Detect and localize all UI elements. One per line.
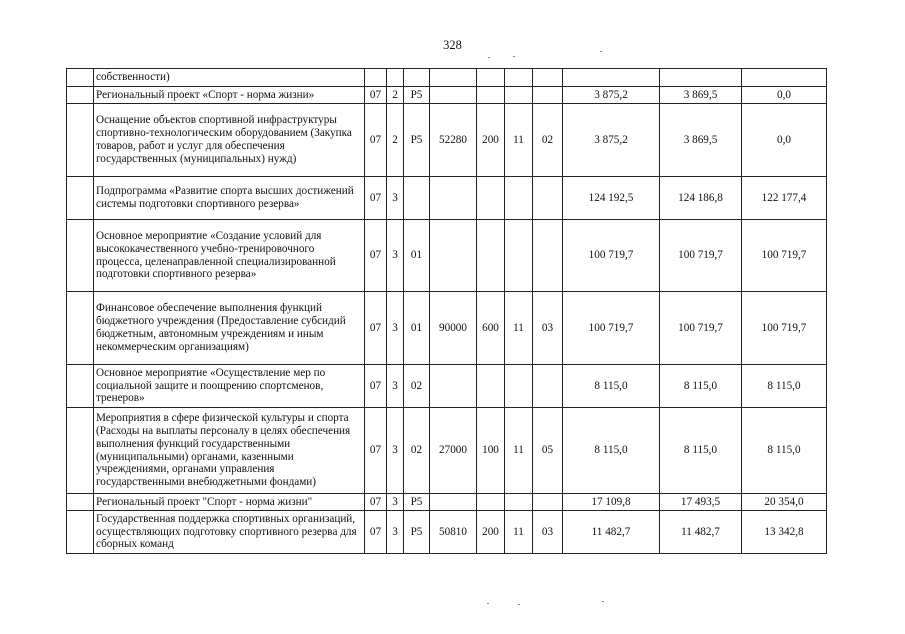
department-code: 11 xyxy=(505,104,533,177)
amount-year-2: 17 493,5 xyxy=(660,494,742,511)
amount-year-3: 100 719,7 xyxy=(742,292,827,365)
expense-type-code xyxy=(477,177,505,220)
expense-type-code xyxy=(477,365,505,408)
amount-year-2: 8 115,0 xyxy=(660,365,742,408)
department-code: 11 xyxy=(505,511,533,554)
scan-speck xyxy=(488,57,490,58)
section-code: 07 xyxy=(365,104,387,177)
amount-year-1: 100 719,7 xyxy=(563,220,660,292)
amount-year-1: 11 482,7 xyxy=(563,511,660,554)
department-code xyxy=(505,365,533,408)
expense-type-code: 600 xyxy=(477,292,505,365)
section-code: 07 xyxy=(365,292,387,365)
target-code: 52280 xyxy=(430,104,477,177)
amount-year-1: 17 109,8 xyxy=(563,494,660,511)
subdepartment-code xyxy=(533,177,563,220)
amount-year-1: 124 192,5 xyxy=(563,177,660,220)
item-name: Подпрограмма «Развитие спорта высших достижений системы подготовки спортивного резерва» xyxy=(94,177,365,220)
amount-year-3: 8 115,0 xyxy=(742,408,827,494)
table-row xyxy=(67,177,827,220)
program-code: Р5 xyxy=(404,87,430,104)
program-code: Р5 xyxy=(404,511,430,554)
expense-type-code xyxy=(477,494,505,511)
row-number-cell xyxy=(67,69,94,87)
section-code: 07 xyxy=(365,220,387,292)
table-row xyxy=(67,292,827,365)
amount-year-2 xyxy=(660,69,742,87)
subdepartment-code: 03 xyxy=(533,511,563,554)
section-code: 07 xyxy=(365,177,387,220)
table-row xyxy=(67,408,827,494)
scan-speck xyxy=(487,603,489,604)
subsection-code: 3 xyxy=(387,494,404,511)
amount-year-3: 100 719,7 xyxy=(742,220,827,292)
amount-year-3: 8 115,0 xyxy=(742,365,827,408)
row-number-cell xyxy=(67,292,94,365)
amount-year-3: 122 177,4 xyxy=(742,177,827,220)
amount-year-3: 13 342,8 xyxy=(742,511,827,554)
target-code xyxy=(430,365,477,408)
amount-year-2: 124 186,8 xyxy=(660,177,742,220)
subdepartment-code xyxy=(533,69,563,87)
subsection-code: 3 xyxy=(387,292,404,365)
section-code: 07 xyxy=(365,365,387,408)
expense-type-code: 100 xyxy=(477,408,505,494)
section-code: 07 xyxy=(365,494,387,511)
department-code: 11 xyxy=(505,292,533,365)
table-row xyxy=(67,87,827,104)
program-code: 02 xyxy=(404,365,430,408)
amount-year-2: 100 719,7 xyxy=(660,220,742,292)
row-number-cell xyxy=(67,408,94,494)
target-code xyxy=(430,494,477,511)
program-code: Р5 xyxy=(404,494,430,511)
target-code: 50810 xyxy=(430,511,477,554)
scan-speck xyxy=(600,51,602,52)
department-code: 11 xyxy=(505,408,533,494)
subsection-code: 3 xyxy=(387,177,404,220)
target-code xyxy=(430,69,477,87)
department-code xyxy=(505,494,533,511)
subdepartment-code xyxy=(533,494,563,511)
budget-table xyxy=(66,68,827,554)
subdepartment-code: 05 xyxy=(533,408,563,494)
amount-year-2: 3 869,5 xyxy=(660,87,742,104)
department-code xyxy=(505,177,533,220)
target-code: 90000 xyxy=(430,292,477,365)
expense-type-code: 200 xyxy=(477,104,505,177)
subsection-code: 3 xyxy=(387,511,404,554)
item-name: Финансовое обеспечение выполнения функций бюджетного учреждения (Предоставление субсидий бюджетным, автономным учреждениям и иным некоммерческим организациям) xyxy=(94,292,365,365)
scan-speck xyxy=(602,601,604,602)
item-name: Региональный проект «Спорт - норма жизни» xyxy=(94,87,365,104)
expense-type-code xyxy=(477,220,505,292)
row-number-cell xyxy=(67,365,94,408)
target-code: 27000 xyxy=(430,408,477,494)
row-number-cell xyxy=(67,177,94,220)
program-code: 02 xyxy=(404,408,430,494)
amount-year-2: 11 482,7 xyxy=(660,511,742,554)
table-row xyxy=(67,220,827,292)
subsection-code: 3 xyxy=(387,365,404,408)
subsection-code: 2 xyxy=(387,104,404,177)
row-number-cell xyxy=(67,220,94,292)
item-name: собственности) xyxy=(94,69,365,87)
item-name: Региональный проект "Спорт - норма жизни" xyxy=(94,494,365,511)
subsection-code xyxy=(387,69,404,87)
subsection-code: 3 xyxy=(387,220,404,292)
subdepartment-code: 03 xyxy=(533,292,563,365)
subdepartment-code xyxy=(533,365,563,408)
amount-year-1: 8 115,0 xyxy=(563,408,660,494)
amount-year-1 xyxy=(563,69,660,87)
target-code xyxy=(430,87,477,104)
department-code xyxy=(505,69,533,87)
amount-year-2: 100 719,7 xyxy=(660,292,742,365)
subdepartment-code: 02 xyxy=(533,104,563,177)
program-code xyxy=(404,69,430,87)
amount-year-3 xyxy=(742,69,827,87)
item-name: Государственная поддержка спортивных организаций, осуществляющих подготовку спортивного резерва для сборных команд xyxy=(94,511,365,554)
scan-speck xyxy=(518,604,520,605)
row-number-cell xyxy=(67,494,94,511)
section-code: 07 xyxy=(365,408,387,494)
amount-year-1: 8 115,0 xyxy=(563,365,660,408)
row-number-cell xyxy=(67,511,94,554)
amount-year-1: 3 875,2 xyxy=(563,87,660,104)
subsection-code: 2 xyxy=(387,87,404,104)
item-name: Основное мероприятие «Осуществление мер по социальной защите и поощрению спортсменов, тренеров» xyxy=(94,365,365,408)
table-row xyxy=(67,104,827,177)
section-code xyxy=(365,69,387,87)
table-row xyxy=(67,365,827,408)
item-name: Мероприятия в сфере физической культуры и спорта (Расходы на выплаты персоналу в целях обеспечения выполнения функций государственными (муниципальными) органами, казенными учреждениями, органами управления государственными внебюджетными фондами) xyxy=(94,408,365,494)
subdepartment-code xyxy=(533,220,563,292)
expense-type-code xyxy=(477,87,505,104)
subdepartment-code xyxy=(533,87,563,104)
department-code xyxy=(505,220,533,292)
expense-type-code xyxy=(477,69,505,87)
amount-year-2: 8 115,0 xyxy=(660,408,742,494)
table-row xyxy=(67,494,827,511)
table-row xyxy=(67,511,827,554)
amount-year-1: 100 719,7 xyxy=(563,292,660,365)
amount-year-1: 3 875,2 xyxy=(563,104,660,177)
amount-year-3: 0,0 xyxy=(742,104,827,177)
row-number-cell xyxy=(67,104,94,177)
program-code xyxy=(404,177,430,220)
amount-year-2: 3 869,5 xyxy=(660,104,742,177)
section-code: 07 xyxy=(365,511,387,554)
expense-type-code: 200 xyxy=(477,511,505,554)
subsection-code: 3 xyxy=(387,408,404,494)
program-code: 01 xyxy=(404,292,430,365)
program-code: 01 xyxy=(404,220,430,292)
department-code xyxy=(505,87,533,104)
table-row xyxy=(67,69,827,87)
page-number: 328 xyxy=(443,38,462,52)
scan-speck xyxy=(513,56,515,57)
program-code: Р5 xyxy=(404,104,430,177)
section-code: 07 xyxy=(365,87,387,104)
target-code xyxy=(430,177,477,220)
item-name: Оснащение объектов спортивной инфраструктуры спортивно-технологическим оборудованием (Закупка товаров, работ и услуг для обеспечения государственных (муниципальных) нужд) xyxy=(94,104,365,177)
target-code xyxy=(430,220,477,292)
row-number-cell xyxy=(67,87,94,104)
amount-year-3: 20 354,0 xyxy=(742,494,827,511)
item-name: Основное мероприятие «Создание условий для высококачественного учебно-тренировочного процесса, целенаправленной специализированной подготовки спортивного резерва» xyxy=(94,220,365,292)
amount-year-3: 0,0 xyxy=(742,87,827,104)
